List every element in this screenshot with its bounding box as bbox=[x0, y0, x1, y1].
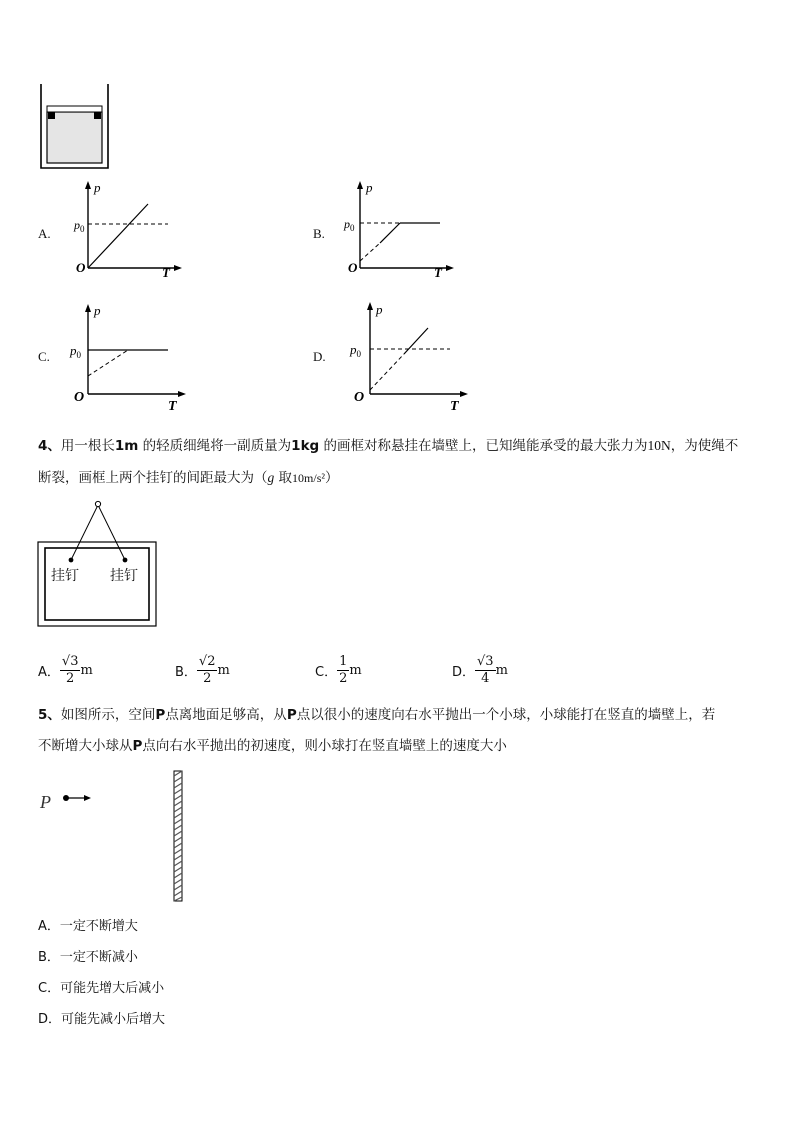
question-4-line-1 bbox=[38, 430, 758, 462]
unit-label: m bbox=[217, 662, 230, 678]
graph-b-ylabel: p bbox=[366, 180, 373, 195]
point-p-label: P bbox=[40, 792, 51, 812]
q4-mass: 1kg bbox=[291, 438, 320, 454]
graph-c-xlabel: T bbox=[168, 399, 177, 412]
fraction-denominator: 2 bbox=[66, 670, 75, 686]
graph-d-origin: O bbox=[354, 390, 365, 405]
graph-option-d bbox=[348, 300, 472, 412]
graph-a-ylabel: p bbox=[94, 180, 101, 195]
graph-b-p0: $p_0$ bbox=[344, 217, 355, 233]
q5-option-d[interactable] bbox=[38, 1008, 165, 1027]
q5-option-c-text: 可能先增大后减小 bbox=[60, 981, 165, 996]
q4-text-g: ，为使绳不 bbox=[670, 438, 739, 454]
q4-g-value: 10m/s² bbox=[292, 471, 325, 485]
unit-label: m bbox=[495, 662, 508, 678]
fraction-denominator: 2 bbox=[339, 670, 348, 686]
q4-text-line2: 断裂，画框上两个挂钉的间距最大为（ bbox=[38, 470, 268, 486]
q4-option-a[interactable] bbox=[38, 650, 93, 690]
question-5-text bbox=[38, 700, 758, 762]
question-5-line-2 bbox=[38, 731, 758, 762]
q4-length: 1m bbox=[114, 438, 139, 454]
q5-point-p-2: P bbox=[286, 707, 297, 723]
q4-text-h: 取 bbox=[274, 470, 293, 486]
nail-label-right: 挂钉 bbox=[110, 568, 138, 584]
q4-option-c-fraction bbox=[337, 654, 349, 687]
projectile-wall-figure bbox=[36, 768, 196, 904]
question-4-number: 4、 bbox=[38, 438, 61, 454]
graph-c-ylabel: p bbox=[94, 303, 101, 318]
fraction-numerator: √3 bbox=[61, 653, 79, 669]
q5-option-b[interactable] bbox=[38, 946, 138, 965]
graph-c-p0: $p_0$ bbox=[70, 343, 81, 360]
q4-option-a-letter: A． bbox=[38, 664, 60, 680]
fraction-numerator: √3 bbox=[477, 653, 494, 669]
q5-text-line2-c: 点向右水平抛出的初速度，则小球打在竖直墙壁上的速度大小 bbox=[142, 738, 507, 754]
q5-option-b-letter: B． bbox=[38, 950, 60, 965]
q5-option-a-letter: A． bbox=[38, 919, 60, 934]
graph-d-p0: $p_0$ bbox=[350, 342, 361, 359]
graph-a-p0: $p_0$ bbox=[74, 218, 85, 234]
q5-text-line2-a: 不断增大小球从 bbox=[38, 738, 133, 754]
question-4-line-2 bbox=[38, 462, 758, 494]
q4-option-b[interactable] bbox=[175, 650, 230, 690]
fraction-denominator: 4 bbox=[481, 670, 490, 686]
q4-option-c-letter: C． bbox=[315, 664, 338, 680]
fraction-numerator: √2 bbox=[198, 653, 216, 669]
graph-d-xlabel: T bbox=[450, 399, 459, 412]
q4-option-b-fraction bbox=[197, 654, 218, 687]
q5-option-a[interactable] bbox=[38, 915, 138, 934]
graph-b-origin: O bbox=[348, 260, 358, 275]
q5-text-e: 点以很小的速度向右水平抛出一个小球，小球能打在竖直的墙壁上，若 bbox=[296, 707, 716, 723]
q4-option-d-fraction bbox=[475, 654, 496, 687]
q5-option-c-letter: C． bbox=[38, 981, 61, 996]
picture-frame-figure bbox=[36, 498, 160, 630]
gas-container-figure bbox=[38, 82, 112, 172]
graph-c-origin: O bbox=[74, 390, 85, 405]
q5-option-b-text: 一定不断减小 bbox=[59, 950, 138, 965]
q5-option-d-letter: D． bbox=[38, 1012, 62, 1027]
option-c-label[interactable]: C. bbox=[38, 349, 50, 364]
unit-label: m bbox=[80, 662, 93, 678]
nail-label-left: 挂钉 bbox=[51, 568, 79, 584]
graph-a-xlabel: T bbox=[162, 265, 170, 278]
q5-text-c: 点离地面足够高，从 bbox=[165, 707, 287, 723]
unit-label: m bbox=[349, 662, 362, 678]
q5-option-d-text: 可能先减小后增大 bbox=[61, 1012, 166, 1027]
q4-option-a-fraction bbox=[60, 654, 81, 687]
question-5-line-1 bbox=[38, 700, 758, 731]
q4-text-c: 的轻质细绳将一副质量为 bbox=[138, 438, 292, 454]
q4-option-d-letter: D． bbox=[452, 664, 476, 680]
q5-option-c[interactable] bbox=[38, 977, 164, 996]
q4-tension: 10N bbox=[647, 438, 671, 453]
q5-point-p-1: P bbox=[155, 707, 166, 723]
q5-point-p-3: P bbox=[132, 738, 143, 754]
option-b-label[interactable]: B. bbox=[313, 226, 325, 241]
q4-option-d[interactable] bbox=[452, 650, 508, 690]
q5-option-a-text: 一定不断增大 bbox=[59, 919, 138, 934]
q4-option-b-letter: B． bbox=[175, 664, 197, 680]
q5-text-a: 如图所示，空间 bbox=[60, 707, 156, 723]
graph-d-ylabel: p bbox=[376, 302, 383, 317]
graph-option-c bbox=[66, 300, 190, 412]
graph-option-b bbox=[338, 178, 458, 278]
q4-text-e: 的画框对称悬挂在墙壁上，已知绳能承受的最大张力为 bbox=[319, 438, 648, 454]
fraction-numerator: 1 bbox=[339, 653, 348, 669]
fraction-denominator: 2 bbox=[203, 670, 212, 686]
option-d-label[interactable]: D. bbox=[313, 349, 326, 364]
q4-g-symbol: g bbox=[267, 470, 275, 485]
question-5-number: 5、 bbox=[38, 707, 61, 723]
graph-a-origin: O bbox=[76, 260, 86, 275]
q4-text-j: ） bbox=[324, 470, 339, 486]
option-a-label[interactable]: A. bbox=[38, 226, 51, 241]
q4-text-a: 用一根长 bbox=[60, 438, 115, 454]
graph-b-xlabel: T bbox=[434, 265, 442, 278]
q4-option-c[interactable] bbox=[315, 650, 362, 690]
graph-option-a bbox=[66, 178, 186, 278]
question-4-text bbox=[38, 430, 758, 494]
